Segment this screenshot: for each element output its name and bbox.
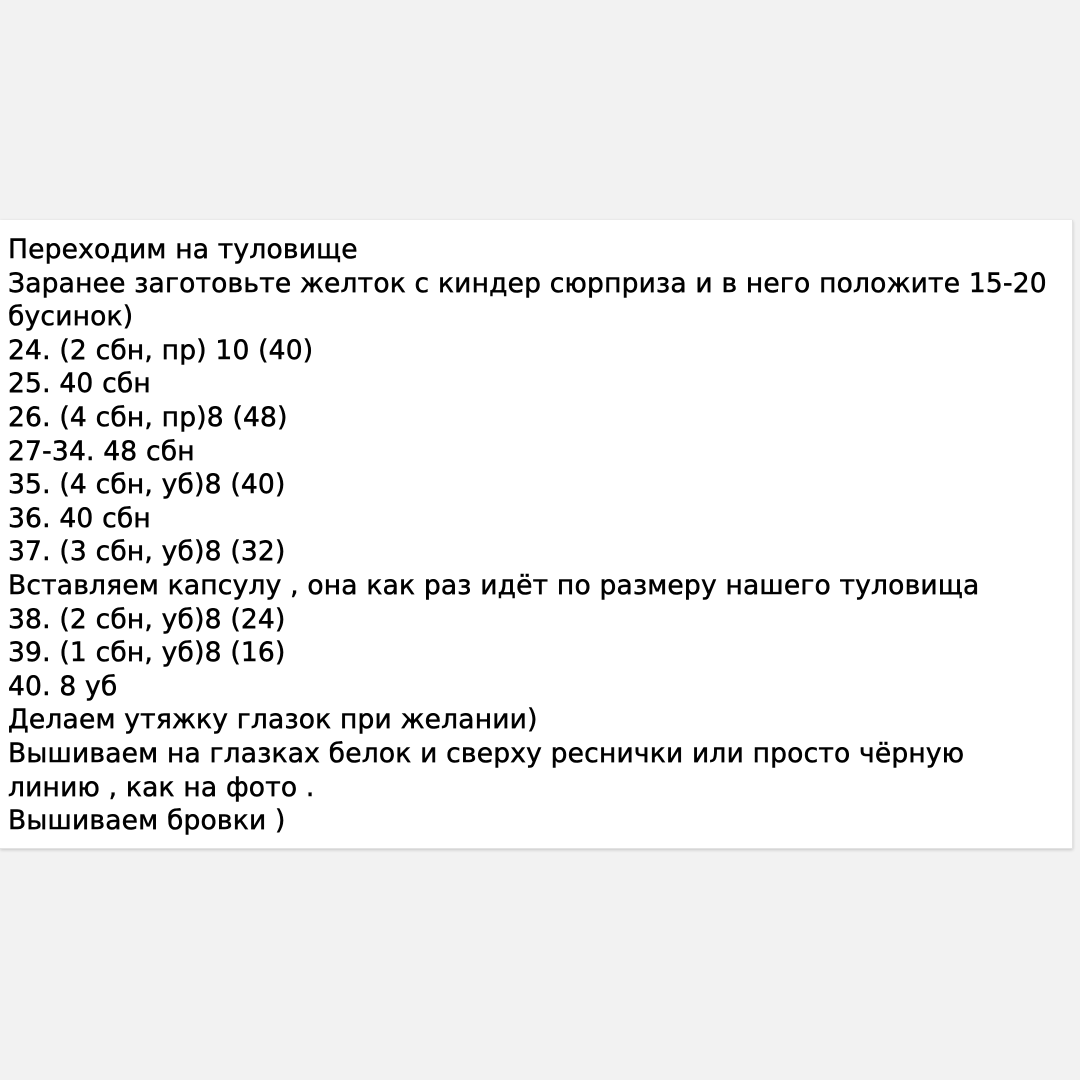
row-40: 40. 8 уб xyxy=(8,670,118,702)
instruction-card xyxy=(0,220,1073,849)
row-25: 25. 40 сбн xyxy=(8,368,151,400)
row-37: 37. (3 сбн, уб)8 (32) xyxy=(8,536,286,568)
row-26: 26. (4 сбн, пр)8 (48) xyxy=(8,401,288,433)
row-39: 39. (1 сбн, уб)8 (16) xyxy=(8,637,286,669)
row-36: 36. 40 сбн xyxy=(8,502,151,534)
row-38: 38. (2 сбн, уб)8 (24) xyxy=(8,603,286,635)
row-27-34: 27-34. 48 сбн xyxy=(8,435,195,467)
capsule-note: Вставляем капсулу , она как раз идёт по размеру нашего туловища xyxy=(8,569,980,601)
embroidery-note-line-1: Вышиваем на глазках белок и сверху реснички или просто чёрную xyxy=(8,737,965,769)
instruction-text xyxy=(8,233,1047,838)
eyebrows-note: Вышиваем бровки ) xyxy=(8,805,286,837)
preparation-note-line-2: бусинок) xyxy=(8,301,134,333)
row-24: 24. (2 сбн, пр) 10 (40) xyxy=(8,334,314,366)
embroidery-note-line-2: линию , как на фото . xyxy=(8,771,315,803)
eye-tightening-note: Делаем утяжку глазок при желании) xyxy=(8,704,538,736)
row-35: 35. (4 сбн, уб)8 (40) xyxy=(8,469,286,501)
preparation-note-line-1: Заранее заготовьте желток с киндер сюрприза и в него положите 15-20 xyxy=(8,267,1047,299)
section-heading: Переходим на туловище xyxy=(8,234,358,265)
